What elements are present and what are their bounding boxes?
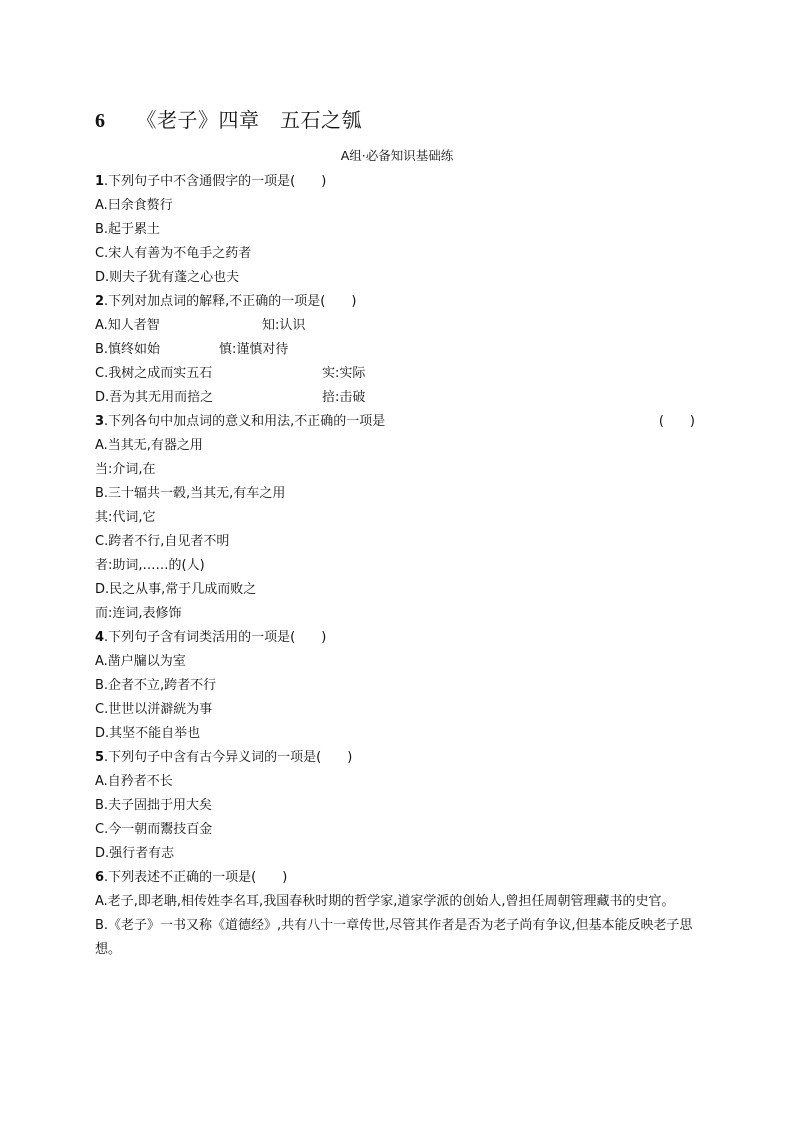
option: [95, 362, 705, 386]
option: B.夫子固拙于用大矣: [95, 798, 213, 813]
option: A.老子,即老聃,相传姓李名耳,我国春秋时期的哲学家,道家学派的创始人,曾担任周朝管理藏书的史官。: [95, 894, 675, 909]
option-gloss: 掊:击破: [322, 390, 366, 405]
option: [95, 386, 705, 410]
option: A.自矜者不长: [95, 774, 173, 789]
question-number: 1: [95, 174, 105, 189]
option: B.《老子》一书又称《道德经》,共有八十一章传世,尽管其作者是否为老子尚有争议,但基本能反映老子思想。: [95, 918, 693, 957]
question-number: 5: [95, 750, 105, 765]
title-number: 6: [95, 110, 106, 132]
question-number: 6: [95, 870, 105, 885]
option: D.则夫子犹有蓬之心也夫: [95, 270, 240, 285]
question-stem: [95, 410, 705, 434]
option: A.当其无,有器之用: [95, 438, 203, 453]
question-stem: [95, 290, 705, 314]
option: D.其坚不能自举也: [95, 726, 201, 741]
option: C.世世以洴澼絖为事: [95, 702, 213, 717]
option: [95, 338, 705, 362]
option: D.民之从事,常于几成而败之: [95, 582, 257, 597]
question-text: .下列对加点词的解释,不正确的一项是( ): [104, 294, 357, 309]
question-list: [95, 170, 705, 962]
option: B.起于累土: [95, 222, 161, 237]
option-text: A.知人者智: [95, 318, 160, 333]
option: A.凿户牖以为室: [95, 654, 186, 669]
title-text: 《老子》四章 五石之瓠: [146, 108, 362, 132]
option: A.曰余食赘行: [95, 198, 173, 213]
question-stem: [95, 626, 705, 650]
option: C.跨者不行,自见者不明: [95, 534, 230, 549]
option-note: 者:助词,……的(人): [95, 558, 205, 573]
option: C.宋人有善为不龟手之药者: [95, 246, 252, 261]
option: B.三十辐共一毂,当其无,有车之用: [95, 486, 286, 501]
question-text: .下列表述不正确的一项是( ): [104, 870, 288, 885]
question-text: .下列句子中含有古今异义词的一项是( ): [104, 750, 353, 765]
question-text: .下列句子含有词类活用的一项是( ): [104, 630, 327, 645]
option-note: 其:代词,它: [95, 510, 156, 525]
option: [95, 314, 705, 338]
option-gloss: 慎:谨慎对待: [219, 342, 289, 357]
question-stem: [95, 746, 705, 770]
option-text: D.吾为其无用而掊之: [95, 390, 214, 405]
option-gloss: 知:认识: [262, 318, 306, 333]
question-stem: [95, 866, 705, 890]
question-number: 3: [95, 414, 105, 429]
question-number: 4: [95, 630, 105, 645]
question-stem: [95, 170, 705, 194]
option-text: C.我树之成而实五石: [95, 366, 213, 381]
option-note: 而:连词,表修饰: [95, 606, 182, 621]
option: C.今一朝而鬻技百金: [95, 822, 213, 837]
option: B.企者不立,跨者不行: [95, 678, 217, 693]
option-text: B.慎终如始: [95, 342, 161, 357]
page-title: [95, 106, 362, 135]
option-gloss: 实:实际: [322, 366, 366, 381]
question-text: .下列各句中加点词的意义和用法,不正确的一项是: [104, 414, 386, 429]
section-heading: A组·必备知识基础练: [340, 148, 454, 163]
option-note: 当:介词,在: [95, 462, 156, 477]
question-number: 2: [95, 294, 105, 309]
question-text: .下列句子中不含通假字的一项是( ): [104, 174, 327, 189]
option: D.强行者有志: [95, 846, 175, 861]
answer-bracket: ( ): [658, 414, 695, 429]
